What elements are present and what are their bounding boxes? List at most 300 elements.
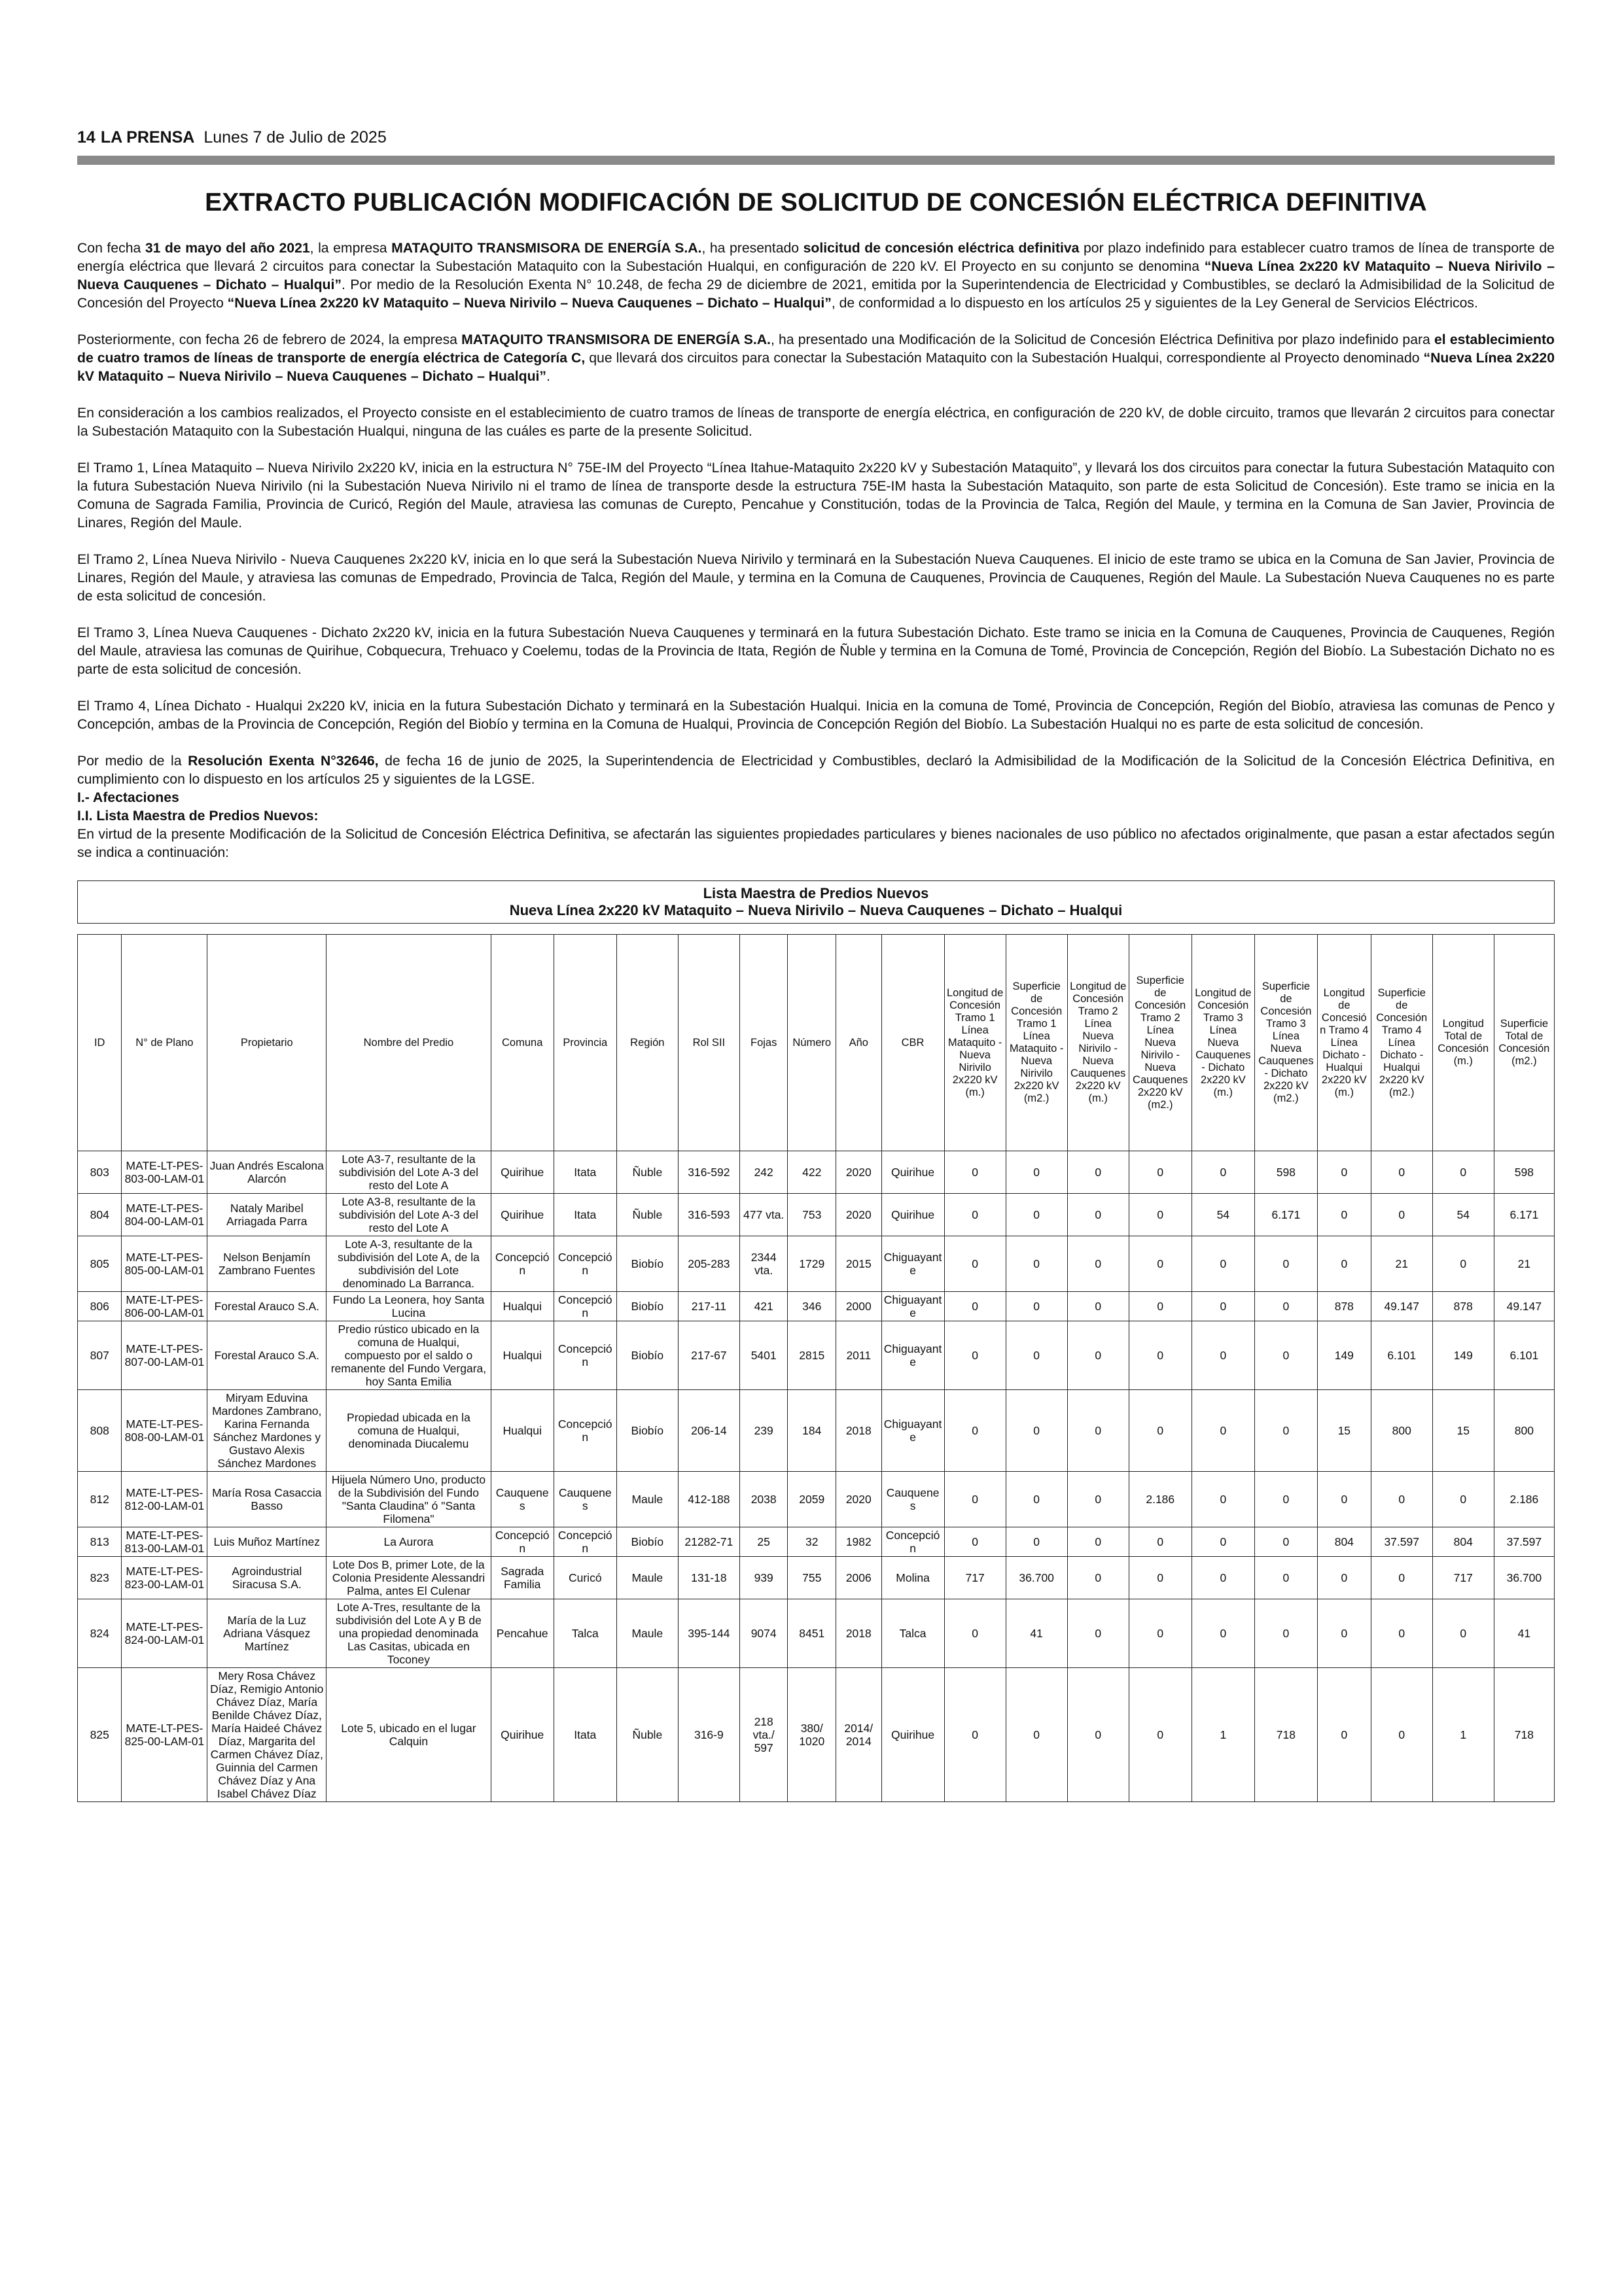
table-cell: 0 (1192, 1472, 1254, 1527)
table-cell: MATE-LT-PES-824-00-LAM-01 (122, 1599, 207, 1668)
paragraph-4: El Tramo 1, Línea Mataquito – Nueva Nirivilo 2x220 kV, inicia en la estructura N° 75E-IM del Proyecto “Línea Itahue-Mataquito 2x220 kV y Subestación Mataquito”, y llevará los dos circuitos para conectar la futura Subestación Mataquito con la futura Subestación Nueva Nirivilo (ni la Subestación Nueva Nirivilo ni el tramo de línea de transporte desde la estructura 75E-IM hasta la Subestación Mataquito, son parte de esta Solicitud de Concesión). Este tramo se inicia en la Comuna de Sagrada Familia, Provincia de Curicó, Región del Maule, atraviesa las comunas de Curepto, Pencahue y Constitución, todas de la Provincia de Talca, Región del Maule, y termina en la Comuna de San Javier, Provincia de Linares, Región del Maule. (77, 461, 1555, 531)
table-cell: Concepción (554, 1321, 616, 1390)
table-cell: 0 (1192, 1557, 1254, 1599)
table-row (78, 1236, 1555, 1292)
table-cell: 804 (1317, 1527, 1371, 1557)
column-header: Superficie Total de Concesión (m2.) (1494, 935, 1554, 1151)
table-cell: 1 (1192, 1668, 1254, 1802)
table-cell: Hualqui (491, 1321, 554, 1390)
table-cell: 421 (739, 1292, 788, 1321)
paragraph-3: En consideración a los cambios realizados, el Proyecto consiste en el establecimiento de cuatro tramos de líneas de transporte de energía eléctrica, en configuración de 220 kV, de doble circuito, tramos que llevarán 2 circuitos para conectar la Subestación Mataquito con la Subestación Hualqui, ninguna de las cuáles es parte de la presente Solicitud. (77, 406, 1555, 439)
table-cell: 6.171 (1494, 1194, 1554, 1236)
table-cell: Predio rústico ubicado en la comuna de Hualqui, compuesto por el saldo o remanente del Fundo Vergara, hoy Santa Emilia (327, 1321, 491, 1390)
table-cell: Lote A-3, resultante de la subdivisión del Lote A, de la subdivisión del Lote denominado La Barranca. (327, 1236, 491, 1292)
table-cell: 598 (1254, 1151, 1317, 1194)
table-cell: 2.186 (1129, 1472, 1192, 1527)
table-cell: 9074 (739, 1599, 788, 1668)
table-cell: 0 (1067, 1321, 1129, 1390)
text-run: , de conformidad a lo dispuesto en los artículos 25 y siguientes de la Ley General de Servicios Eléctricos. (831, 296, 1478, 311)
table-cell: Concepción (491, 1236, 554, 1292)
table-cell: 0 (1006, 1472, 1067, 1527)
text-run: Posteriormente, con fecha 26 de febrero de 2024, la empresa (77, 332, 462, 347)
table-cell: 0 (1129, 1194, 1192, 1236)
text-run: , ha presentado (701, 241, 803, 256)
column-header: Longitud de Concesión Tramo 1 Línea Mataquito - Nueva Nirivilo 2x220 kV (m.) (944, 935, 1006, 1151)
table-cell: 0 (1254, 1472, 1317, 1527)
table-cell: Curicó (554, 1557, 616, 1599)
table-cell: 0 (1432, 1151, 1494, 1194)
table-cell: Quirihue (491, 1151, 554, 1194)
table-cell: 0 (1254, 1527, 1317, 1557)
table-cell: MATE-LT-PES-805-00-LAM-01 (122, 1236, 207, 1292)
table-cell: 0 (944, 1472, 1006, 1527)
table-cell: 598 (1494, 1151, 1554, 1194)
table-cell: La Aurora (327, 1527, 491, 1557)
table-cell: 812 (78, 1472, 122, 1527)
table-title (78, 881, 1555, 924)
table-cell: 41 (1006, 1599, 1067, 1668)
table-cell: 0 (1317, 1599, 1371, 1668)
table-cell: 0 (1192, 1599, 1254, 1668)
table-cell: 6.101 (1371, 1321, 1432, 1390)
column-header: Rol SII (678, 935, 739, 1151)
table-cell: Cauquenes (491, 1472, 554, 1527)
column-header: N° de Plano (122, 935, 207, 1151)
table-cell: 806 (78, 1292, 122, 1321)
paragraph-2 (77, 331, 1555, 386)
table-cell: 808 (78, 1390, 122, 1472)
table-cell: 1 (1432, 1668, 1494, 1802)
table-cell: 0 (1006, 1194, 1067, 1236)
table-cell: 718 (1254, 1668, 1317, 1802)
column-header: Fojas (739, 935, 788, 1151)
column-header: Longitud de Concesión Tramo 3 Línea Nueva Cauquenes - Dichato 2x220 kV (m.) (1192, 935, 1254, 1151)
table-cell: 37.597 (1371, 1527, 1432, 1557)
table-cell: 804 (78, 1194, 122, 1236)
table-cell: 380/ 1020 (788, 1668, 836, 1802)
text-run: “Nueva Línea 2x220 kV Mataquito – Nueva Nirivilo – Nueva Cauquenes – Dichato – Hualqui” (77, 259, 1555, 292)
table-cell: 0 (944, 1527, 1006, 1557)
table-cell: 49.147 (1494, 1292, 1554, 1321)
column-header: Longitud de Concesión Tramo 2 Línea Nueva Nirivilo - Nueva Cauquenes 2x220 kV (m.) (1067, 935, 1129, 1151)
table-cell: Quirihue (491, 1194, 554, 1236)
column-header: Propietario (207, 935, 327, 1151)
table-cell: 54 (1192, 1194, 1254, 1236)
table-cell: 206-14 (678, 1390, 739, 1472)
table-cell: 2015 (836, 1236, 882, 1292)
table-cell: 346 (788, 1292, 836, 1321)
column-header: Región (616, 935, 678, 1151)
table-row (78, 1321, 1555, 1390)
paragraph-5: El Tramo 2, Línea Nueva Nirivilo - Nueva Cauquenes 2x220 kV, inicia en lo que será la Subestación Nueva Nirivilo y terminará en la Subestación Nueva Cauquenes. El inicio de este tramo se ubica en la Comuna de San Javier, Provincia de Linares, Región del Maule, y atraviesa las comunas de Empedrado, Provincia de Talca, Región del Maule, y termina en la Comuna de Cauquenes, Provincia de Cauquenes, Región del Maule. La Subestación Nueva Cauquenes no es parte de esta solicitud de concesión. (77, 552, 1555, 604)
table-cell: MATE-LT-PES-823-00-LAM-01 (122, 1557, 207, 1599)
table-cell: 2344 vta. (739, 1236, 788, 1292)
table-cell: 0 (1371, 1194, 1432, 1236)
table-cell: 36.700 (1494, 1557, 1554, 1599)
text-run: “Nueva Línea 2x220 kV Mataquito – Nueva Nirivilo – Nueva Cauquenes – Dichato – Hualqui” (227, 296, 832, 311)
table-cell: 239 (739, 1390, 788, 1472)
table-cell: 2006 (836, 1557, 882, 1599)
table-cell: 0 (1129, 1668, 1192, 1802)
column-header: Comuna (491, 935, 554, 1151)
table-cell: Miryam Eduvina Mardones Zambrano, Karina Fernanda Sánchez Mardones y Gustavo Alexis Sánchez Mardones (207, 1390, 327, 1472)
table-cell: 32 (788, 1527, 836, 1557)
table-cell: Juan Andrés Escalona Alarcón (207, 1151, 327, 1194)
table-cell: 412-188 (678, 1472, 739, 1527)
table-cell: 718 (1494, 1668, 1554, 1802)
table-cell: 41 (1494, 1599, 1554, 1668)
table-cell: 0 (944, 1194, 1006, 1236)
text-run: de fecha 16 de junio de 2025, la Superintendencia de Electricidad y Combustibles, declaró la Admisibilidad de la Modificación de la Solicitud de la Concesión Eléctrica Definitiva, en cumplimiento con lo dispuesto en los artículos 25 y siguientes de la LGSE. (77, 754, 1555, 787)
table-cell: Nataly Maribel Arriagada Parra (207, 1194, 327, 1236)
table-cell: Quirihue (881, 1668, 944, 1802)
table-cell: Itata (554, 1194, 616, 1236)
paragraph-6: El Tramo 3, Línea Nueva Cauquenes - Dichato 2x220 kV, inicia en la futura Subestación Nueva Cauquenes y terminará en la futura Subestación Dichato. Este tramo se inicia en la Comuna de Cauquenes, Provincia de Cauquenes, Región del Maule, atraviesa las comunas de Quirihue, Cobquecura, Trehuaco y Coelemu, todas de la Provincia de Itata, Región de Ñuble y termina en la Comuna de Tomé, Provincia de Concepción, Región del Biobío. La Subestación Dichato no es parte de esta solicitud de concesión. (77, 625, 1555, 677)
table-cell: 0 (1317, 1194, 1371, 1236)
table-cell: MATE-LT-PES-813-00-LAM-01 (122, 1527, 207, 1557)
table-cell: 8451 (788, 1599, 836, 1668)
table-cell: 0 (1192, 1321, 1254, 1390)
table-cell: Concepción (554, 1527, 616, 1557)
table-cell: 477 vta. (739, 1194, 788, 1236)
table-cell: 0 (1006, 1292, 1067, 1321)
table-cell: Ñuble (616, 1194, 678, 1236)
table-cell: Ñuble (616, 1151, 678, 1194)
table-cell: 5401 (739, 1321, 788, 1390)
table-cell: 0 (1067, 1236, 1129, 1292)
column-header: Año (836, 935, 882, 1151)
text-run: . Por medio de la Resolución Exenta N° 10.248, de fecha 29 de diciembre de 2021, emitida por la Superintendencia de Electricidad y Combustibles, se declaró la Admisibilidad de la Solicitud de Concesión del Proyecto (77, 277, 1555, 311)
table-cell: 0 (1129, 1527, 1192, 1557)
table-cell: 0 (944, 1236, 1006, 1292)
table-cell: 0 (1067, 1527, 1129, 1557)
newspaper-page (77, 128, 1555, 1802)
table-cell: 717 (1432, 1557, 1494, 1599)
table-cell: MATE-LT-PES-808-00-LAM-01 (122, 1390, 207, 1472)
table-cell: 0 (1317, 1557, 1371, 1599)
table-cell: 316-593 (678, 1194, 739, 1236)
table-cell: 422 (788, 1151, 836, 1194)
table-row (78, 1194, 1555, 1236)
table-cell: 0 (1192, 1527, 1254, 1557)
column-header: Superficie de Concesión Tramo 1 Línea Mataquito - Nueva Nirivilo 2x220 kV (m2.) (1006, 935, 1067, 1151)
column-header: Número (788, 935, 836, 1151)
table-cell: María de la Luz Adriana Vásquez Martínez (207, 1599, 327, 1668)
table-cell: Forestal Arauco S.A. (207, 1321, 327, 1390)
table-cell: Forestal Arauco S.A. (207, 1292, 327, 1321)
table-cell: 1729 (788, 1236, 836, 1292)
table-header-row (78, 935, 1555, 1151)
table-cell: 2.186 (1494, 1472, 1554, 1527)
paragraph-9: En virtud de la presente Modificación de la Solicitud de Concesión Eléctrica Definitiva, se afectarán las siguientes propiedades particulares y bienes nacionales de uso público no afectados originalmente, que pasan a estar afectados según se indica a continuación: (77, 827, 1555, 860)
table-cell: 0 (1006, 1668, 1067, 1802)
table-cell: 0 (1192, 1151, 1254, 1194)
masthead (77, 128, 1555, 150)
table-cell: Itata (554, 1668, 616, 1802)
table-cell: MATE-LT-PES-807-00-LAM-01 (122, 1321, 207, 1390)
table-cell: Biobío (616, 1321, 678, 1390)
table-cell: Concepción (881, 1527, 944, 1557)
table-cell: 0 (1371, 1668, 1432, 1802)
table-cell: 0 (944, 1151, 1006, 1194)
table-cell: Fundo La Leonera, hoy Santa Lucina (327, 1292, 491, 1321)
text-run: , la empresa (309, 241, 392, 256)
table-cell: Concepción (554, 1292, 616, 1321)
section-heading-lista-maestra: I.I. Lista Maestra de Predios Nuevos: (77, 809, 319, 824)
table-cell: 824 (78, 1599, 122, 1668)
table-cell: 21 (1494, 1236, 1554, 1292)
table-cell: 2020 (836, 1472, 882, 1527)
table-cell: Talca (881, 1599, 944, 1668)
notice-body (77, 239, 1555, 862)
table-cell: 0 (1192, 1236, 1254, 1292)
table-cell: Maule (616, 1599, 678, 1668)
table-cell: Cauquenes (554, 1472, 616, 1527)
table-cell: 800 (1371, 1390, 1432, 1472)
table-cell: Chiguayante (881, 1236, 944, 1292)
table-cell: 0 (1067, 1390, 1129, 1472)
table-cell: 2020 (836, 1151, 882, 1194)
table-cell: 6.171 (1254, 1194, 1317, 1236)
table-cell: 0 (1317, 1668, 1371, 1802)
text-run: 31 de mayo del año 2021 (145, 241, 310, 256)
table-cell: 1982 (836, 1527, 882, 1557)
table-cell: 6.101 (1494, 1321, 1554, 1390)
table-cell: 0 (1067, 1194, 1129, 1236)
table-cell: Agroindustrial Siracusa S.A. (207, 1557, 327, 1599)
table-cell: 395-144 (678, 1599, 739, 1668)
table-cell: 807 (78, 1321, 122, 1390)
table-cell: 205-283 (678, 1236, 739, 1292)
table-cell: 800 (1494, 1390, 1554, 1472)
table-cell: MATE-LT-PES-806-00-LAM-01 (122, 1292, 207, 1321)
text-run: solicitud de concesión eléctrica definitiva (803, 241, 1080, 256)
column-header: Longitud Total de Concesión (m.) (1432, 935, 1494, 1151)
table-cell: 0 (1129, 1390, 1192, 1472)
table-cell: 2815 (788, 1321, 836, 1390)
table-cell: Biobío (616, 1390, 678, 1472)
table-cell: Chiguayante (881, 1292, 944, 1321)
table-cell: 2059 (788, 1472, 836, 1527)
table-row (78, 1292, 1555, 1321)
table-row (78, 1151, 1555, 1194)
table-cell: 717 (944, 1557, 1006, 1599)
table-cell: 0 (1006, 1236, 1067, 1292)
table-cell: 0 (1254, 1321, 1317, 1390)
column-header: Provincia (554, 935, 616, 1151)
table-cell: Hualqui (491, 1390, 554, 1472)
table-cell: 0 (944, 1668, 1006, 1802)
table-cell: MATE-LT-PES-825-00-LAM-01 (122, 1668, 207, 1802)
table-cell: Hualqui (491, 1292, 554, 1321)
table-cell: 217-67 (678, 1321, 739, 1390)
table-cell: Lote A3-8, resultante de la subdivisión del Lote A-3 del resto del Lote A (327, 1194, 491, 1236)
table-cell: 0 (1129, 1557, 1192, 1599)
table-cell: 0 (1432, 1236, 1494, 1292)
table-cell: 804 (1432, 1527, 1494, 1557)
text-run: MATAQUITO TRANSMISORA DE ENERGÍA S.A. (391, 241, 702, 256)
header-rule (77, 156, 1555, 165)
table-cell: 2000 (836, 1292, 882, 1321)
table-cell: 753 (788, 1194, 836, 1236)
column-header: ID (78, 935, 122, 1151)
table-cell: Mery Rosa Chávez Díaz, Remigio Antonio Chávez Díaz, María Benilde Chávez Díaz, María Haideé Chávez Díaz, Margarita del Carmen Chávez Díaz, Guinnia del Carmen Chávez Díaz y Ana Isabel Chávez Díaz (207, 1668, 327, 1802)
notice-title: EXTRACTO PUBLICACIÓN MODIFICACIÓN DE SOLICITUD DE CONCESIÓN ELÉCTRICA DEFINITIVA (205, 188, 1427, 217)
table-cell: 0 (944, 1390, 1006, 1472)
table-cell: 149 (1317, 1321, 1371, 1390)
table-cell: Biobío (616, 1292, 678, 1321)
table-cell: 0 (1254, 1292, 1317, 1321)
table-cell: 0 (1129, 1321, 1192, 1390)
table-cell: 184 (788, 1390, 836, 1472)
table-cell: 0 (1129, 1151, 1192, 1194)
table-title-line-1: Lista Maestra de Predios Nuevos (703, 885, 929, 901)
table-cell: 0 (944, 1599, 1006, 1668)
table-cell: 0 (1067, 1668, 1129, 1802)
table-cell: Nelson Benjamín Zambrano Fuentes (207, 1236, 327, 1292)
table-cell: 2018 (836, 1390, 882, 1472)
table-cell: 0 (1371, 1557, 1432, 1599)
newspaper-name: LA PRENSA (100, 128, 195, 147)
table-cell: Chiguayante (881, 1321, 944, 1390)
table-cell: 0 (1371, 1151, 1432, 1194)
table-cell: 0 (1371, 1472, 1432, 1527)
table-cell: 813 (78, 1527, 122, 1557)
table-cell: 803 (78, 1151, 122, 1194)
table-cell: 0 (1067, 1292, 1129, 1321)
table-cell: 2014/ 2014 (836, 1668, 882, 1802)
table-cell: 242 (739, 1151, 788, 1194)
table-cell: 0 (1432, 1472, 1494, 1527)
table-cell: Concepción (554, 1236, 616, 1292)
table-cell: 755 (788, 1557, 836, 1599)
table-cell: Biobío (616, 1527, 678, 1557)
table-cell: 0 (1006, 1151, 1067, 1194)
column-header: Superficie de Concesión Tramo 4 Línea Dichato - Hualqui 2x220 kV (m2.) (1371, 935, 1432, 1151)
table-cell: 0 (1067, 1557, 1129, 1599)
table-cell: 0 (1006, 1390, 1067, 1472)
text-run: que llevará dos circuitos para conectar la Subestación Mataquito con la Subestación Hualqui, correspondiente al Proyecto denominado (585, 351, 1424, 366)
paragraph-8 (77, 752, 1555, 789)
table-cell: 878 (1432, 1292, 1494, 1321)
table-cell: 878 (1317, 1292, 1371, 1321)
table-cell: 37.597 (1494, 1527, 1554, 1557)
table-cell: Quirihue (881, 1194, 944, 1236)
table-cell: 0 (1067, 1599, 1129, 1668)
table-cell: Molina (881, 1557, 944, 1599)
table-cell: Pencahue (491, 1599, 554, 1668)
table-cell: 0 (1254, 1557, 1317, 1599)
table-cell: 149 (1432, 1321, 1494, 1390)
table-cell: 36.700 (1006, 1557, 1067, 1599)
table-cell: Maule (616, 1472, 678, 1527)
table-cell: 0 (1192, 1292, 1254, 1321)
table-cell: Cauquenes (881, 1472, 944, 1527)
table-cell: 0 (1317, 1236, 1371, 1292)
table-cell: 21 (1371, 1236, 1432, 1292)
table-cell: 15 (1432, 1390, 1494, 1472)
table-title-line-2: Nueva Línea 2x220 kV Mataquito – Nueva Nirivilo – Nueva Cauquenes – Dichato – Hualqui (509, 902, 1123, 918)
table-cell: Chiguayante (881, 1390, 944, 1472)
table-cell: 217-11 (678, 1292, 739, 1321)
table-row (78, 1527, 1555, 1557)
text-run: Con fecha (77, 241, 145, 256)
table-body (78, 1151, 1555, 1802)
text-run: Por medio de la (77, 754, 188, 769)
table-cell: MATE-LT-PES-812-00-LAM-01 (122, 1472, 207, 1527)
table-cell: 823 (78, 1557, 122, 1599)
table-cell: 0 (1006, 1527, 1067, 1557)
table-cell: 0 (1371, 1599, 1432, 1668)
table-cell: 2020 (836, 1194, 882, 1236)
table-cell: Sagrada Familia (491, 1557, 554, 1599)
table-cell: 21282-71 (678, 1527, 739, 1557)
table-cell: 0 (1006, 1321, 1067, 1390)
text-run: Resolución Exenta N°32646, (188, 754, 379, 769)
paragraph-1 (77, 239, 1555, 313)
page-number: 14 (77, 128, 96, 147)
table-row (78, 1472, 1555, 1527)
table-cell: 2038 (739, 1472, 788, 1527)
column-header: Nombre del Predio (327, 935, 491, 1151)
table-cell: 825 (78, 1668, 122, 1802)
table-cell: Quirihue (491, 1668, 554, 1802)
table-cell: 0 (1317, 1472, 1371, 1527)
table-cell: Concepción (554, 1390, 616, 1472)
table-cell: Ñuble (616, 1668, 678, 1802)
table-cell: 131-18 (678, 1557, 739, 1599)
text-run: , ha presentado una Modificación de la Solicitud de Concesión Eléctrica Definitiva por plazo indefinido para (770, 332, 1434, 347)
table-cell: 15 (1317, 1390, 1371, 1472)
table-cell: Maule (616, 1557, 678, 1599)
table-cell: 0 (1192, 1390, 1254, 1472)
text-run: “Nueva Línea 2x220 kV Mataquito – Nueva Nirivilo – Nueva Cauquenes – Dichato – Hualqui” (77, 351, 1555, 384)
table-cell: MATE-LT-PES-804-00-LAM-01 (122, 1194, 207, 1236)
table-cell: Propiedad ubicada en la comuna de Hualqui, denominada Diucalemu (327, 1390, 491, 1472)
column-header: Superficie de Concesión Tramo 3 Línea Nueva Cauquenes - Dichato 2x220 kV (m2.) (1254, 935, 1317, 1151)
table-cell: 0 (944, 1292, 1006, 1321)
table-cell: Lote 5, ubicado en el lugar Calquin (327, 1668, 491, 1802)
table-cell: 316-9 (678, 1668, 739, 1802)
table-row (78, 1599, 1555, 1668)
table-cell: 0 (1254, 1390, 1317, 1472)
table-cell: 0 (1254, 1236, 1317, 1292)
table-cell: Lote A3-7, resultante de la subdivisión del Lote A-3 del resto del Lote A (327, 1151, 491, 1194)
table-cell: MATE-LT-PES-803-00-LAM-01 (122, 1151, 207, 1194)
column-header: Superficie de Concesión Tramo 2 Línea Nueva Nirivilo - Nueva Cauquenes 2x220 kV (m2.) (1129, 935, 1192, 1151)
table-cell: Itata (554, 1151, 616, 1194)
table-cell: 0 (1129, 1236, 1192, 1292)
paragraph-7: El Tramo 4, Línea Dichato - Hualqui 2x220 kV, inicia en la futura Subestación Dichato y terminará en la Subestación Hualqui. Inicia en la comuna de Tomé, Provincia de Concepción, Región del Biobío, atraviesa las comunas de Penco y Concepción, ambas de la Provincia de Concepción, Región del Biobío y termina en la Comuna de Hualqui, Provincia de Concepción Región del Biobío. La Subestación Hualqui no es parte de esta solicitud de concesión. (77, 699, 1555, 732)
table-cell: Hijuela Número Uno, producto de la Subdivisión del Fundo "Santa Claudina" ó "Santa Filomena" (327, 1472, 491, 1527)
text-run: MATAQUITO TRANSMISORA DE ENERGÍA S.A. (461, 332, 771, 347)
table-cell: Luis Muñoz Martínez (207, 1527, 327, 1557)
table-cell: 0 (1067, 1472, 1129, 1527)
table-cell: 218 vta./ 597 (739, 1668, 788, 1802)
table-cell: 0 (1129, 1599, 1192, 1668)
table-row (78, 1557, 1555, 1599)
table-cell: 805 (78, 1236, 122, 1292)
table-row (78, 1390, 1555, 1472)
issue-date: Lunes 7 de Julio de 2025 (203, 128, 387, 147)
table-cell: Lote A-Tres, resultante de la subdivisión del Lote A y B de una propiedad denominada Las Casitas, ubicada en Toconey (327, 1599, 491, 1668)
table-row (78, 1668, 1555, 1802)
table-cell: 0 (1129, 1292, 1192, 1321)
table-cell: María Rosa Casaccia Basso (207, 1472, 327, 1527)
table-cell: 0 (1254, 1599, 1317, 1668)
text-run: por plazo indefinido para establecer cuatro tramos de línea de transporte de energía eléctrica que llevará 2 circuitos para conectar la Subestación Mataquito con la Subestación Hualqui, en configuración de 220 kV. El Proyecto en su conjunto se denomina (77, 241, 1555, 274)
table-cell: 0 (1067, 1151, 1129, 1194)
